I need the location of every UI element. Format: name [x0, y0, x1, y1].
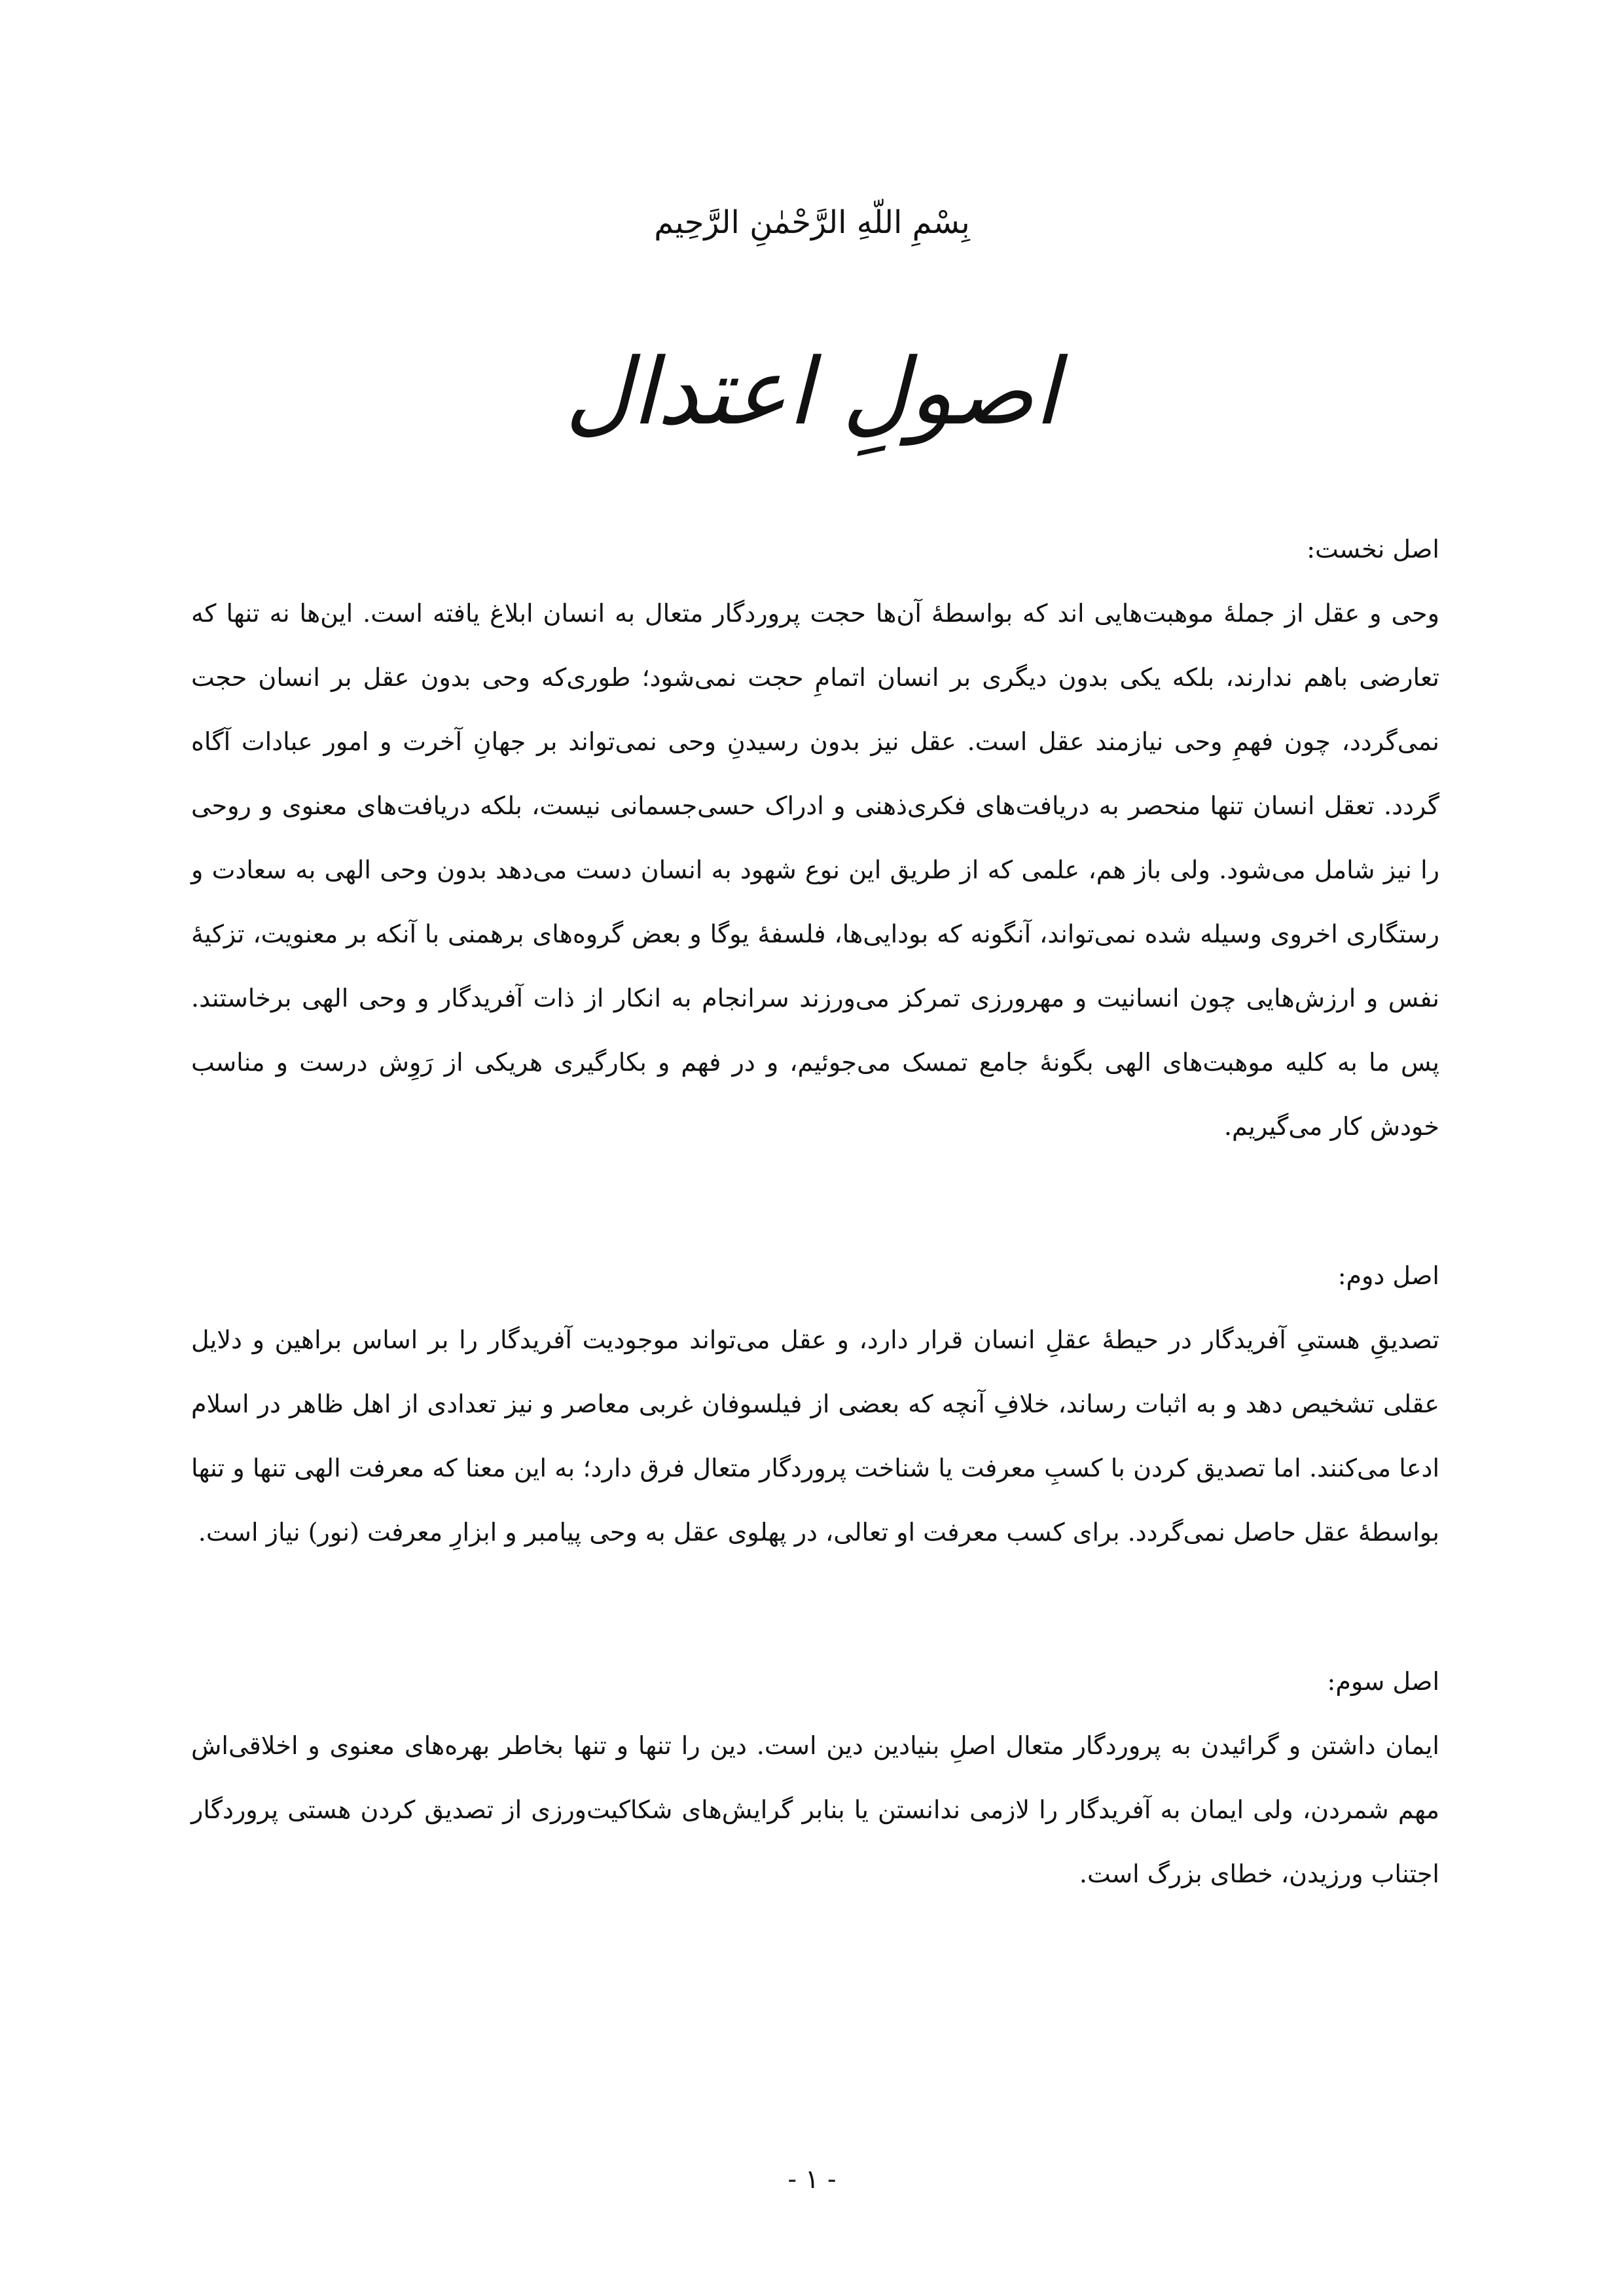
- section-principle-3: [191, 1649, 1439, 1906]
- section-heading: اصل دوم:: [1337, 1261, 1439, 1290]
- document-title: اصولِ اعتدال: [564, 339, 1060, 446]
- section-principle-1: [191, 517, 1439, 1158]
- basmala: بِسْمِ اللّهِ الرَّحْمٰنِ الرَّحِيم: [654, 204, 970, 241]
- section-heading: اصل سوم:: [1327, 1667, 1439, 1696]
- page-number: - ۱ -: [787, 2164, 837, 2195]
- section-paragraph: وحی و عقل از جملهٔ موهبت‌هایی اند که بواسطهٔ آن‌ها حجت پروردگار متعال به انسان ابلاغ یافته است. این‌ها نه تنها که تعارضی باهم ندارند، بلکه یکی بدون دیگری بر انسان اتمامِ حجت نمی‌شود؛ طوری‌که وحی بدون عقل بر انسان حجت نمی‌گردد، چون فهمِ وحی نیازمند عقل است. عقل نیز بدون رسیدنِ وحی نمی‌تواند بر جهانِ آخرت و امور عبادات آگاه گردد. تعقل انسان تنها منحصر به دریافت‌های فکری‌ذهنی و ادراک حسی‌جسمانی نیست، بلکه دریافت‌های معنوی و روحی را نیز شامل می‌شود. ولی باز هم، علمی که از طریق این نوع شهود به انسان دست می‌دهد بدون وحی الهی به سعادت و رستگاری اخروی وسیله شده نمی‌تواند، آنگونه که بودایی‌ها، فلسفهٔ یوگا و بعض گروه‌های برهمنی با آنکه بر معنویت، تزکیهٔ نفس و ارزش‌هایی چون انسانیت و مهرورزی تمرکز می‌ورزند سرانجام به انکار از ذات آفریدگار و وحی الهی برخاستند. پس ما به کلیه موهبت‌های الهی بگونهٔ جامع تمسک می‌جوئیم، و در فهم و بکارگیری هریکی از رَوِش درست و مناسب خودش کار می‌گیریم.: [191, 599, 1440, 1141]
- document-body: [191, 517, 1439, 1991]
- section-principle-2: [191, 1244, 1439, 1564]
- section-heading: اصل نخست:: [1307, 535, 1439, 564]
- section-paragraph: ایمان داشتن و گرائیدن به پروردگار متعال اصلِ بنیادین دین است. دین را تنها و تنها بخاطر بهره‌های معنوی و اخلاقی‌اش مهم شمردن، ولی ایمان به آفریدگار را لازمی ندانستن یا بنابر گرایش‌های شکاکیت‌ورزی از تصدیق کردن هستی پروردگار اجتناب ورزیدن، خطای بزرگ است.: [191, 1731, 1439, 1888]
- section-paragraph: تصدیقِ هستیِ آفریدگار در حیطهٔ عقلِ انسان قرار دارد، و عقل می‌تواند موجودیت آفریدگار را بر اساس براهین و دلایل عقلی تشخیص دهد و به اثبات رساند، خلافِ آنچه که بعضی از فیلسوفان غربی معاصر و نیز تعدادی از اهل ظاهر در اسلام ادعا می‌کنند. اما تصدیق کردن با کسبِ معرفت یا شناخت پروردگار متعال فرق دارد؛ به این معنا که معرفت الهی تنها و تنها بواسطهٔ عقل حاصل نمی‌گردد. برای کسب معرفت او تعالی، در پهلوی عقل به وحی پیامبر و ابزارِ معرفت (نور) نیاز است.: [191, 1325, 1439, 1547]
